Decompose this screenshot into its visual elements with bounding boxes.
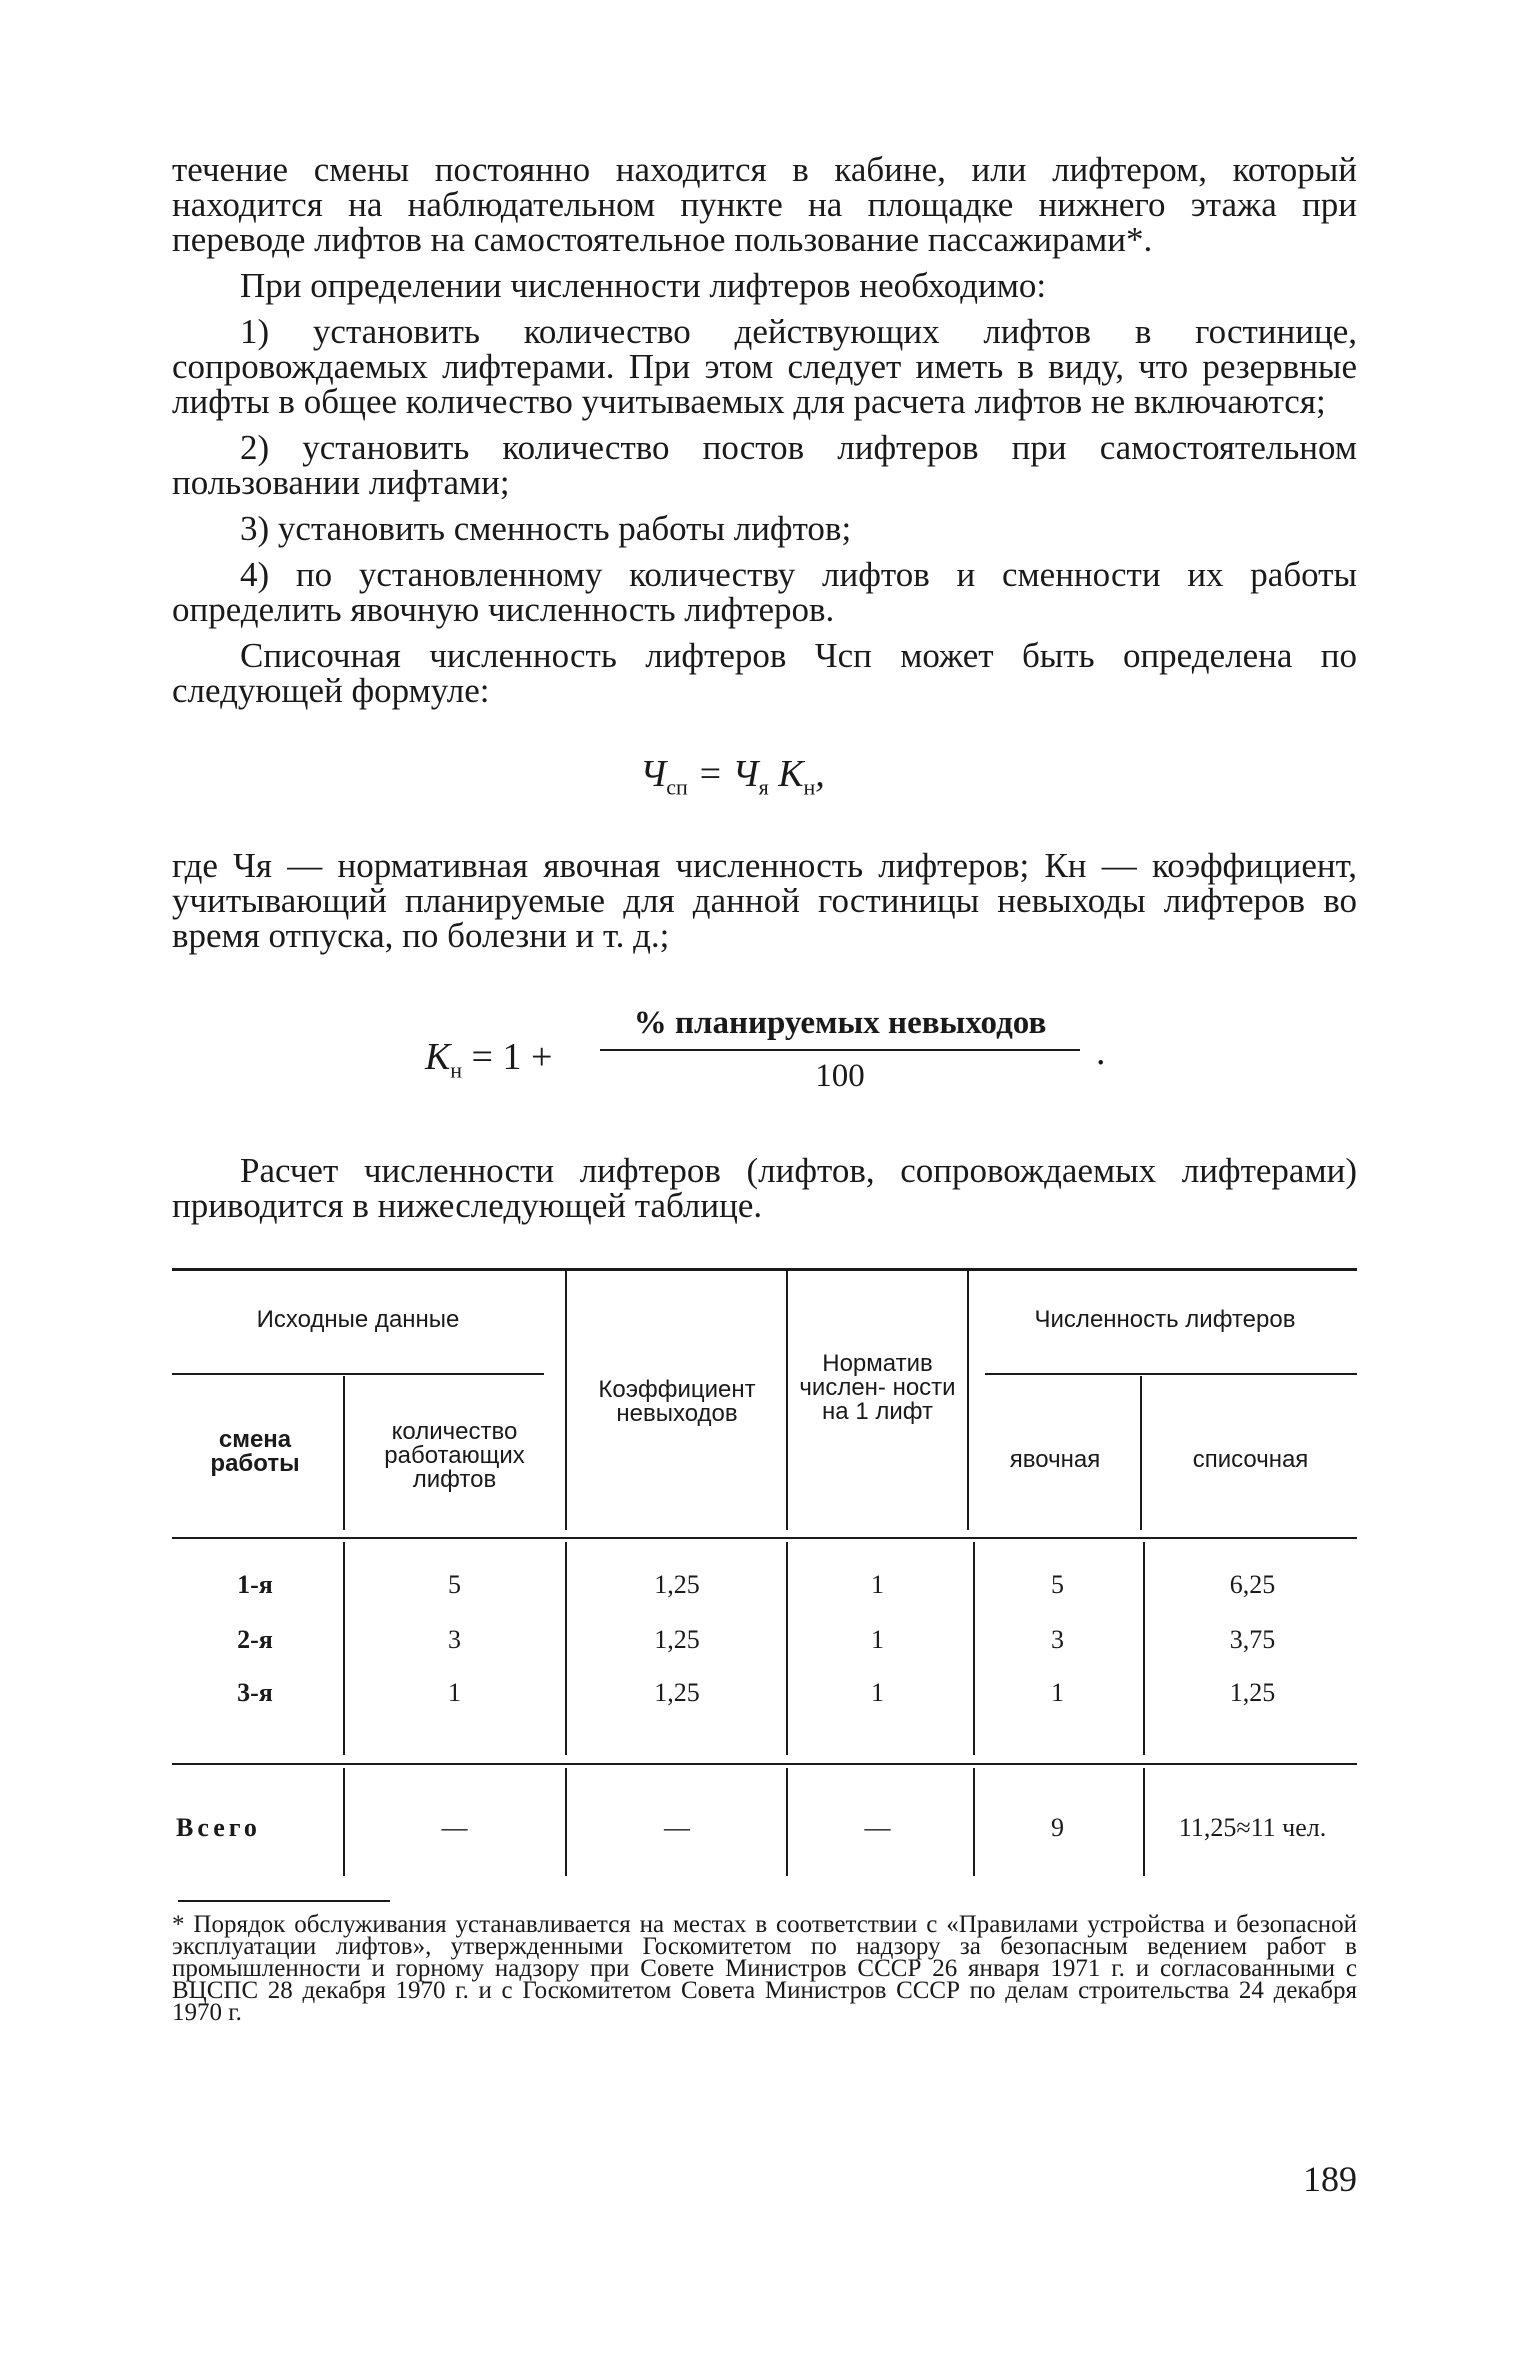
cell-list: 1,25 [1229,1678,1276,1707]
cell-attend: 3 [1051,1625,1064,1654]
table-top-rule [172,1268,1357,1271]
cell-count: 5 [448,1570,461,1599]
fraction-numerator: % планируемых невыходов [633,1005,1047,1041]
paragraph-intro-list: При определении численности лифтеров необходимо: [240,266,1047,305]
cell-count: 1 [448,1678,461,1707]
header-coefficient: Коэффициент невыходов [598,1376,756,1427]
vrule-2-head [565,1271,567,1530]
vrule-4-total [973,1768,975,1876]
header-attendance: явочная [1009,1446,1101,1473]
header-source-data: Исходные данные [256,1306,460,1333]
table-total-rule [172,1763,1357,1765]
vrule-3-total [786,1768,788,1876]
paragraph-table-intro: Расчет численности лифтеров (лифтов, сопровождаемых лифтерами) приводится в нижеследующей таблице. [172,1151,1357,1225]
cell-list: 6,25 [1229,1570,1276,1599]
fraction-denominator: 100 [815,1058,865,1094]
header-list: списочная [1192,1446,1309,1473]
header-shift: смена работы [210,1426,300,1477]
paragraph-where: где Чя — нормативная явочная численность лифтеров; Кн — коэффициент, учитывающий планируемые для данной гостиницы невыходы лифтеров во время отпуска, по болезни и т. д.; [172,846,1357,955]
list-item-3: 3) установить сменность работы лифтов; [240,509,852,548]
list-item-1: 1) установить количество действующих лифтов в гостинице, сопровождаемых лифтерами. При этом следует иметь в виду, что резервные лифты в общее количество учитываемых для расчета лифтов не включаются; [172,312,1357,421]
cell-attend: 1 [1051,1678,1064,1707]
footnote: * Порядок обслуживания устанавливается на местах в соответствии с «Правилами устройства и безопасной эксплуатации лифтов», утвержденными Госкомитетом по надзору за безопасным ведением работ в промышленности и горному надзору при Совете Министров СССР 26 января 1971 г. и согласованными с ВЦСПС 28 декабря 1970 г. и с Госкомитетом Совета Министров СССР по делам строительства 24 декабря 1970 г. [172,1911,1357,2026]
header-lift-count: количество работающих лифтов [384,1418,525,1493]
table-header-rule [172,1537,1357,1539]
table-rule-source [172,1373,544,1375]
cell-coef: 1,25 [654,1625,700,1654]
cell-total-count: — [441,1813,468,1842]
body-text-table-intro [172,1153,1357,1234]
vrule-1-head [343,1376,345,1530]
cell-coef: 1,25 [654,1678,700,1707]
vrule-5-body [1143,1542,1145,1755]
fraction-bar [600,1049,1080,1051]
cell-count: 3 [448,1625,461,1654]
formula-period: . [1096,1031,1106,1073]
cell-coef: 1,25 [654,1570,700,1599]
formula-coefficient: $К_н = 1$ + [425,1036,553,1083]
cell-total-coef: — [664,1813,690,1842]
cell-shift: 2-я [237,1625,273,1654]
vrule-4-body [973,1542,975,1755]
header-norm: Норматив числен- ности на 1 лифт [799,1350,956,1425]
header-staff-count: Численность лифтеров [1034,1306,1296,1333]
vrule-4-head [967,1271,969,1530]
list-item-4: 4) по установленному количеству лифтов и сменности их работы определить явочную численность лифтеров. [172,555,1357,629]
cell-total-attend: 9 [1051,1813,1064,1842]
paragraph-formula-intro: Списочная численность лифтеров Чсп может быть определена по следующей формуле: [172,636,1357,710]
cell-attend: 5 [1051,1570,1064,1599]
cell-total-list: 11,25≈11 чел. [1178,1813,1327,1842]
cell-shift: 3-я [237,1678,273,1707]
cell-list: 3,75 [1229,1625,1276,1654]
body-text-where [172,848,1357,964]
cell-total-label: Всего [176,1813,261,1842]
list-item-2: 2) установить количество постов лифтеров при самостоятельном пользовании лифтами; [172,428,1357,502]
formula-list-headcount: $Ч_{сп} = Ч_я$ $К_н$, [640,753,825,800]
footnote-rule [178,1900,390,1902]
vrule-2-body [565,1542,567,1755]
vrule-1-total [343,1768,345,1876]
vrule-5-head [1140,1376,1142,1530]
cell-shift: 1-я [237,1570,273,1599]
vrule-2-total [565,1768,567,1876]
vrule-3-body [786,1542,788,1755]
body-text-top [172,152,1357,719]
cell-total-norm: — [864,1813,891,1842]
vrule-3-head [786,1271,788,1530]
vrule-1-body [343,1542,345,1755]
paragraph-continuation: течение смены постоянно находится в кабине, или лифтером, который находится на наблюдательном пункте на площадке нижнего этажа при переводе лифтов на самостоятельное пользование пассажирами*. [172,150,1357,259]
table-rule-staff [985,1373,1357,1375]
vrule-5-total [1143,1768,1145,1876]
cell-norm: 1 [871,1625,884,1654]
page-number: 189 [1303,2159,1357,2199]
cell-norm: 1 [871,1678,884,1707]
cell-norm: 1 [871,1570,884,1599]
